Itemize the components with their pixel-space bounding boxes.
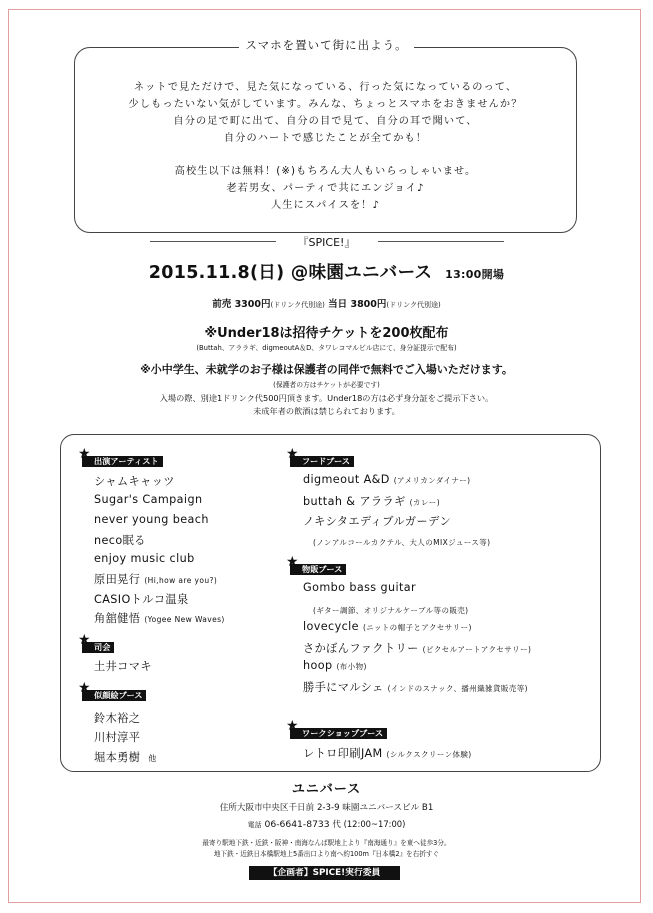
intro-line-2: 少しもったいない気がしています。みんな、ちょっとスマホをおきませんか？ bbox=[128, 99, 523, 110]
goods-item-note: (ギター調節、オリジナルケーブル等の販売) bbox=[313, 606, 469, 615]
intro-title: スマホを置いて街に出よう。 bbox=[0, 37, 653, 53]
workshop-tag: ★ ワークショップブース bbox=[290, 728, 387, 739]
artist-item: CASIOトルコ温泉 bbox=[94, 593, 189, 606]
alcohol-note: 未成年者の飲酒は禁じられております。 bbox=[253, 406, 400, 416]
food-item-note: (ノンアルコールカクテル、大人のMIXジュース等) bbox=[313, 538, 491, 547]
artist-item: Sugar's Campaign bbox=[94, 493, 203, 506]
mc-tag: ★ 司会 bbox=[82, 642, 114, 653]
access-line-2: 地下鉄・近鉄日本橋駅地上5番出口より南へ約100m『日本橋2』を右折すぐ bbox=[213, 850, 440, 858]
venue-tel: 電話 06-6641-8733 代 (12:00~17:00) bbox=[247, 819, 406, 830]
portrait-item: 鈴木裕之 bbox=[94, 712, 141, 725]
star-icon: ★ bbox=[78, 446, 91, 462]
event-date: 2015.11.8(日) @味園ユニバース 13:00開場 bbox=[148, 263, 505, 283]
mc-item: 土井コマキ bbox=[94, 660, 152, 673]
artists-tag: ★ 出演アーティスト bbox=[82, 456, 163, 467]
venue-address: 住所大阪市中央区千日前 2-3-9 味園ユニバースビル B1 bbox=[219, 803, 434, 813]
ticket-prices: 前売 3300円(ドリンク代別途) 当日 3800円(ドリンク代別途) bbox=[212, 299, 441, 310]
intro-line-4: 自分のハートで感じたことが全てかも！ bbox=[223, 133, 428, 144]
goods-item: 勝手にマルシェ (インドのスナック、播州織雑貨販売等) bbox=[303, 681, 528, 694]
intro-line-3: 自分の足で町に出て、自分の目で見て、自分の耳で聞いて、 bbox=[173, 116, 478, 127]
star-icon: ★ bbox=[286, 446, 299, 462]
artist-item: never young beach bbox=[94, 513, 209, 526]
star-icon: ★ bbox=[286, 554, 299, 570]
under18-notice: ※Under18は招待チケットを200枚配布 bbox=[204, 326, 449, 341]
under18-note: (Buttah、アララギ、digmeoutA＆D、タワレコマルビル店にて、身分証提示で配布) bbox=[196, 344, 457, 352]
star-icon: ★ bbox=[78, 632, 91, 648]
goods-item: さかぼんファクトリー (ピクセルアートアクセサリー) bbox=[303, 642, 532, 655]
goods-item: lovecycle (ニットの帽子とアクセサリー) bbox=[303, 620, 472, 633]
goods-tag: ★ 物販ブース bbox=[290, 564, 346, 575]
artist-item: neco眠る bbox=[94, 534, 146, 547]
artist-item: enjoy music club bbox=[94, 552, 195, 565]
star-icon: ★ bbox=[78, 680, 91, 696]
workshop-item: レトロ印刷JAM (シルクスクリーン体験) bbox=[303, 747, 472, 760]
kids-notice: ※小中学生、未就学のお子様は保護者の同伴で無料でご入場いただけます。 bbox=[140, 363, 513, 376]
intro-line-7: 人生にスパイスを！♪ bbox=[270, 200, 381, 211]
goods-item: Gombo bass guitar bbox=[303, 581, 417, 594]
food-item: buttah & アララギ (カレー) bbox=[303, 495, 441, 508]
goods-item: hoop (布小物) bbox=[303, 659, 367, 672]
food-tag: ★ フードブース bbox=[290, 456, 354, 467]
food-item: digmeout A&D (アメリカンダイナー) bbox=[303, 473, 471, 486]
intro-line-6: 老若男女、パーティで共にエンジョイ♪ bbox=[226, 183, 425, 194]
portrait-item: 堀本勇樹 他 bbox=[94, 751, 157, 764]
access-line-1: 最寄り駅地下鉄・近鉄・阪神・南海なんば駅地上より『南海通り』を東へ徒歩3分。 bbox=[202, 839, 451, 847]
event-name: 『SPICE!』 bbox=[0, 234, 653, 250]
venue-name: ユニバース bbox=[291, 782, 362, 797]
artist-item: シャムキャッツ bbox=[94, 475, 175, 488]
star-icon: ★ bbox=[286, 718, 299, 734]
kids-note: (保護者の方はチケットが必要です) bbox=[273, 381, 380, 389]
intro-line-5: 高校生以下は無料！(※)もちろん大人もいらっしゃいませ。 bbox=[174, 166, 477, 177]
artist-item: 角舘健悟 (Yogee New Waves) bbox=[94, 612, 225, 625]
portrait-tag: ★ 似顔絵ブース bbox=[82, 690, 146, 701]
entry-note: 入場の際、別途1ドリンク代500円頂きます。Under18の方は必ず身分証をご提示下さい。 bbox=[159, 393, 494, 403]
portrait-item: 川村淳平 bbox=[94, 731, 141, 744]
artist-item: 原田晃行 (Hi,how are you?) bbox=[94, 573, 218, 586]
food-item: ノキシタエディブルガーデン bbox=[303, 515, 452, 528]
intro-line-1: ネットで見ただけで、見た気になっている、行った気になっているのって、 bbox=[133, 82, 518, 93]
organizer-label: 【企画者】SPICE!実行委員 bbox=[249, 866, 400, 880]
